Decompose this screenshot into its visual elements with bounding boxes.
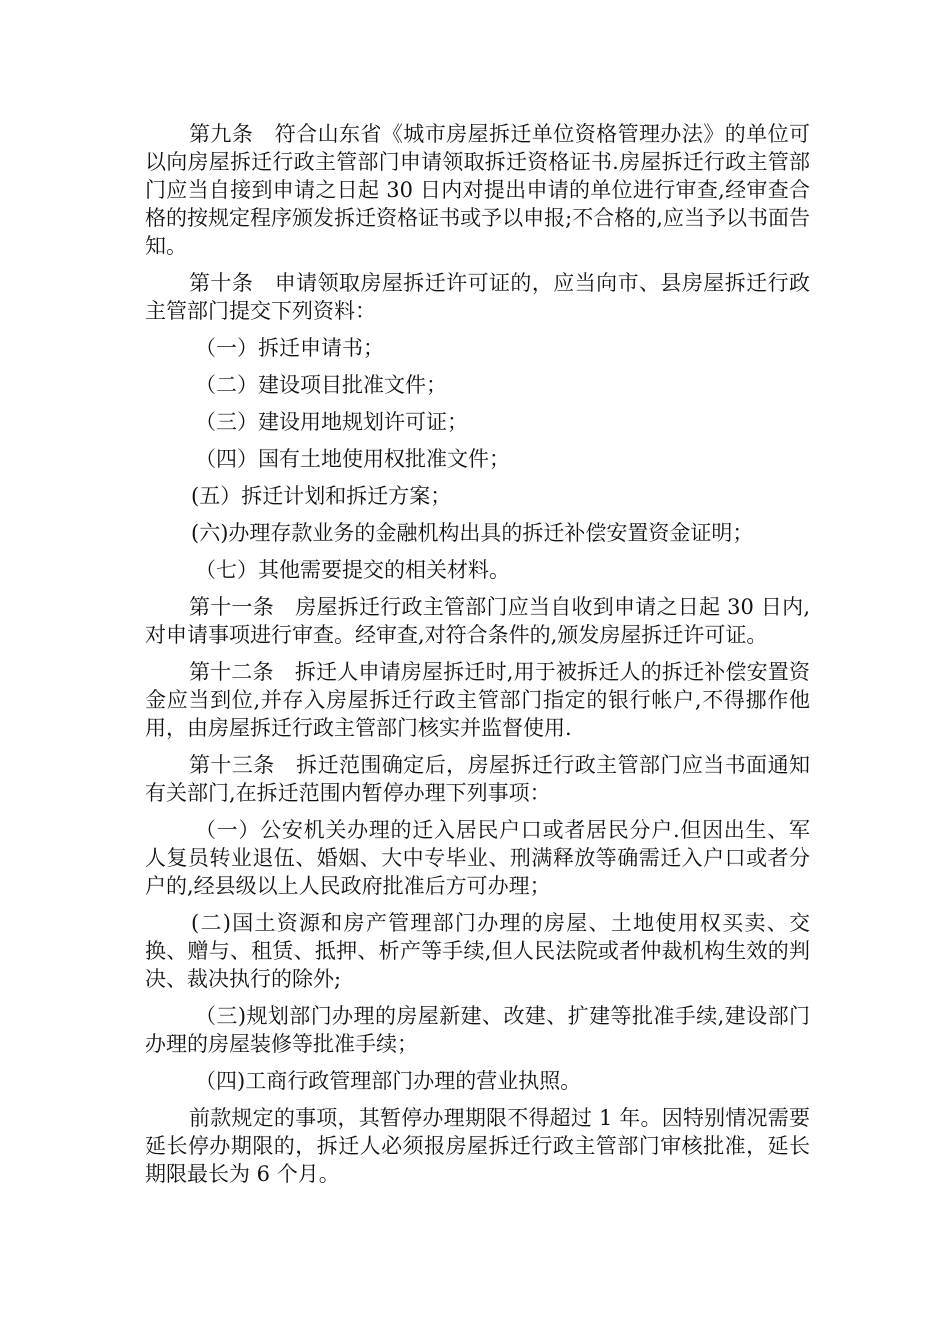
article-10-item-6: (六)办理存款业务的金融机构出具的拆迁补偿安置资金证明； xyxy=(191,521,754,545)
article-10: 第十条 申请领取房屋拆迁许可证的，应当向市、县房屋拆迁行政主管部门提交下列资料： xyxy=(145,271,810,323)
article-13-item-3: （三)规划部门办理的房屋新建、改建、扩建等批准手续,建设部门办理的房屋装修等批准手续； xyxy=(145,1004,810,1056)
article-10-item-1: （一）拆迁申请书； xyxy=(195,336,384,360)
article-10-item-4: （四）国有土地使用权批准文件； xyxy=(195,447,510,471)
article-10-item-2: （二）建设项目批准文件； xyxy=(195,373,447,397)
article-13-item-4: （四)工商行政管理部门办理的营业执照。 xyxy=(195,1069,582,1093)
article-10-item-7: （七）其他需要提交的相关材料。 xyxy=(195,558,510,582)
article-13-item-2: (二)国土资源和房产管理部门办理的房屋、土地使用权买卖、交换、赠与、租赁、抵押、析产等手续,但人民法院或者仲裁机构生效的判决、裁决执行的除外; xyxy=(145,911,810,991)
closing-paragraph: 前款规定的事项，其暂停办理期限不得超过 1 年。因特别情况需要延长停办期限的，拆迁人必须报房屋拆迁行政主管部门审核批准，延长期限最长为 6 个月。 xyxy=(145,1106,810,1186)
document-body xyxy=(145,120,810,1197)
article-13: 第十三条 拆迁范围确定后，房屋拆迁行政主管部门应当书面通知有关部门,在拆迁范围内暂停办理下列事项： xyxy=(145,753,810,805)
article-12: 第十二条 拆迁人申请房屋拆迁时,用于被拆迁人的拆迁补偿安置资金应当到位,并存入房屋拆迁行政主管部门指定的银行帐户,不得挪作他用，由房屋拆迁行政主管部门核实并监督使用. xyxy=(145,660,810,740)
article-11: 第十一条 房屋拆迁行政主管部门应当自收到申请之日起 30 日内,对申请事项进行审查。经审查,对符合条件的,颁发房屋拆迁许可证。 xyxy=(145,595,810,647)
article-10-item-5: (五）拆迁计划和拆迁方案； xyxy=(191,484,452,508)
article-10-item-3: （三）建设用地规划许可证； xyxy=(195,410,468,434)
article-9: 第九条 符合山东省《城市房屋拆迁单位资格管理办法》的单位可以向房屋拆迁行政主管部门申请领取拆迁资格证书.房屋拆迁行政主管部门应当自接到申请之日起 30 日内对提出申请的单位进行审查,经审查合格的按规定程序颁发拆迁资格证书或予以申报;不合格的,应当予以书面告知。 xyxy=(145,122,810,258)
article-13-item-1: （一）公安机关办理的迁入居民户口或者居民分户.但因出生、军人复员转业退伍、婚姻、大中专毕业、刑满释放等确需迁入户口或者分户的,经县级以上人民政府批准后方可办理； xyxy=(145,818,810,898)
